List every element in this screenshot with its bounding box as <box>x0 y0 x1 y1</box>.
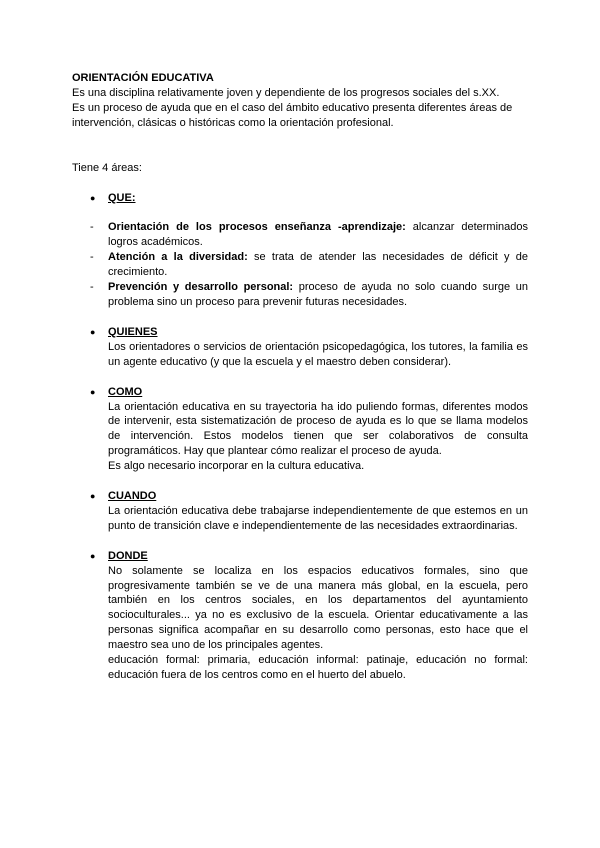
section-body: Los orientadores o servicios de orientación psicopedagógica, los tutores, la familia es un agente educativo (y que la escuela y el maestro deben considerar). <box>108 340 528 368</box>
item-text: proceso de ayuda no solo cuando surge un problema sino un proceso para prevenir futuras necesidades. <box>108 281 528 308</box>
que-item <box>72 280 528 310</box>
dash-marker: - <box>90 251 94 264</box>
section-donde <box>72 549 528 683</box>
section-title: CUANDO <box>108 490 157 503</box>
document-page <box>72 71 528 683</box>
section-title: COMO <box>108 385 143 398</box>
intro-line-2: Es un proceso de ayuda que en el caso del ámbito educativo presenta diferentes áreas de intervención, clásicas o históricas como la orientación profesional. <box>72 101 513 129</box>
bullet-icon: ● <box>90 386 96 397</box>
areas-line: Tiene 4 áreas: <box>72 161 142 174</box>
section-body-extra: educación formal: primaria, educación informal: patinaje, educación no formal: educación fuera de los centros como en el huerto del abuelo. <box>108 654 528 681</box>
section-title: DONDE <box>108 549 148 562</box>
bullet-icon: ● <box>90 192 96 203</box>
bullet-icon: ● <box>90 326 96 337</box>
section-body: No solamente se localiza en los espacios educativos formales, sino que progresivamente también se ve de una manera más global, en la escuela, pero también en los centros sociales, en los departamentos del ayuntamiento socioculturales... ya no es exclusivo de la escuela. Orientar educativamente a las personas significa acompañar en su desarrollo como personas, esto hace que el maestro sea uno de los principales agentes. <box>108 564 528 652</box>
intro-line-1: Es una disciplina relativamente joven y dependiente de los progresos sociales del s.XX. <box>72 86 500 99</box>
que-item <box>72 220 528 250</box>
bullet-icon: ● <box>90 491 96 502</box>
section-cuando <box>72 489 528 534</box>
section-quienes <box>72 325 528 370</box>
section-body-extra: Es algo necesario incorporar en la cultura educativa. <box>108 460 365 473</box>
dash-marker: - <box>90 221 94 234</box>
dash-marker: - <box>90 281 94 294</box>
item-heading: Prevención y desarrollo personal: <box>108 281 294 294</box>
section-body: La orientación educativa debe trabajarse independientemente de que estemos en un punto de transición clave e independientemente de las necesidades extraordinarias. <box>108 504 528 532</box>
item-text: alcanzar determinados logros académicos. <box>108 221 528 249</box>
item-heading: Orientación de los procesos enseñanza -aprendizaje: <box>108 221 406 234</box>
item-text: se trata de atender las necesidades de déficit y de crecimiento. <box>108 251 528 279</box>
document-title: ORIENTACIÓN EDUCATIVA <box>72 72 214 84</box>
section-title: QUIENES <box>108 325 158 338</box>
que-item <box>72 250 528 280</box>
section-title: QUE: <box>108 191 136 204</box>
section-como <box>72 385 528 474</box>
item-heading: Atención a la diversidad: <box>108 251 248 264</box>
section-que <box>72 191 528 206</box>
section-body: La orientación educativa en su trayectoria ha ido puliendo formas, diferentes modos de intervenir, esta sistematización de proceso de ayuda es lo que se llama modelos de intervención. Estos modelos tienen que ser colaborativos de consulta programáticos. Hay que plantear cómo realizar el proceso de ayuda. <box>108 400 528 458</box>
bullet-icon: ● <box>90 550 96 561</box>
